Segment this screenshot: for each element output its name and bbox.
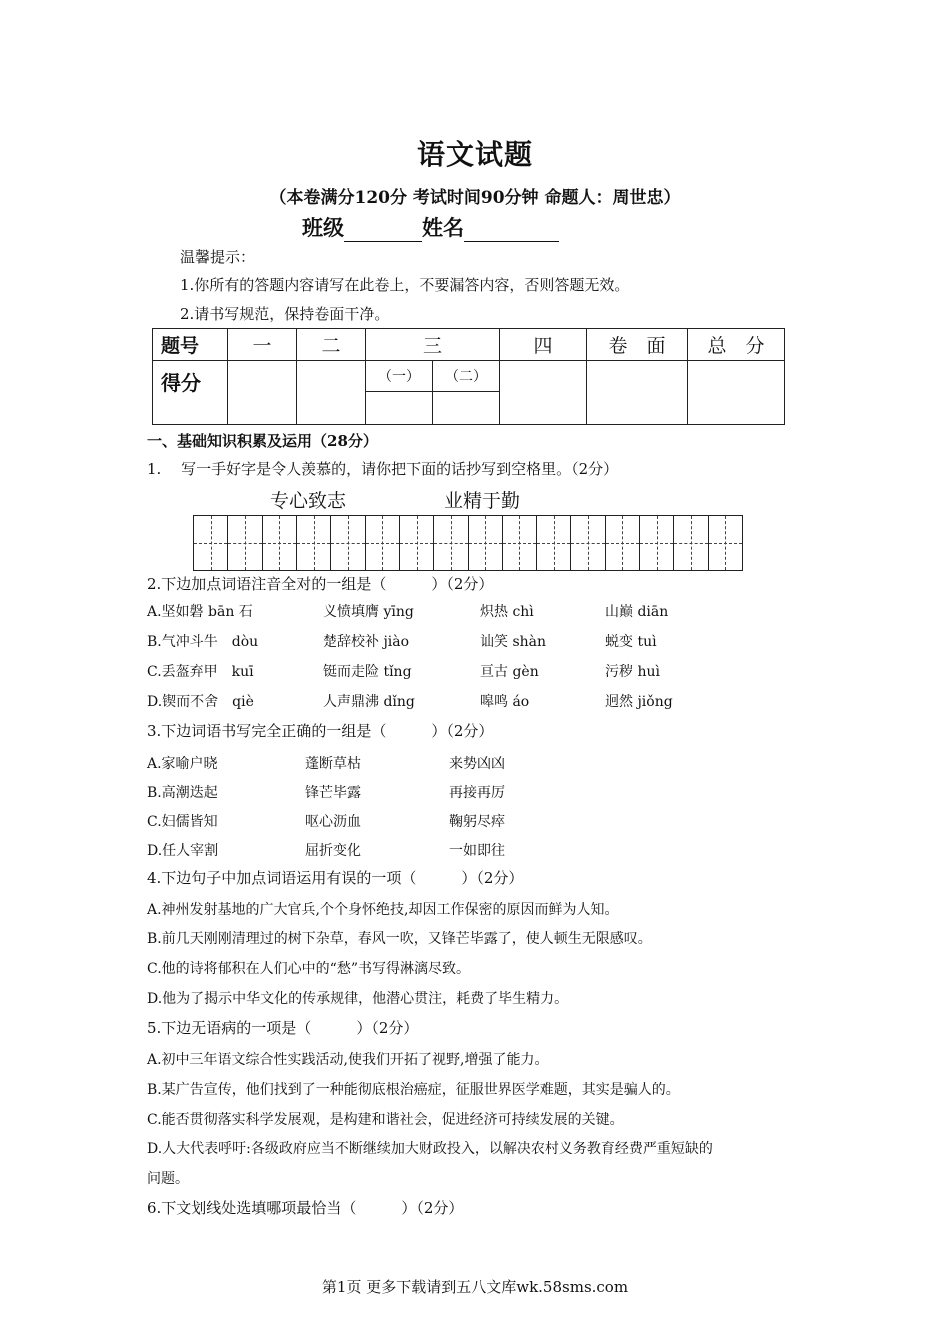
page-footer: 第1页 更多下载请到五八文库wk.58sms.com <box>321 1278 629 1296</box>
section-heading: 一、基础知识积累及运用（28分） <box>147 432 378 450</box>
option-text: 炽热 chì <box>480 604 534 620</box>
option-text: A.初中三年语文综合性实践活动,使我们开拓了视野,增强了能力。 <box>147 1052 549 1068</box>
option-text: 鞠躬尽瘁 <box>449 814 505 830</box>
score-table <box>152 328 785 425</box>
class-blank[interactable] <box>344 221 422 242</box>
grid-cell[interactable] <box>194 516 228 570</box>
class-name-line <box>302 212 559 242</box>
grid-cell[interactable] <box>228 516 262 570</box>
grid-cell[interactable] <box>366 516 400 570</box>
score-header-cell: 三 <box>366 329 500 361</box>
question-3: 3.下边词语书写完全正确的一组是（ ）（2分） <box>147 722 494 740</box>
grid-cell[interactable] <box>606 516 640 570</box>
option-text: D.任人宰割 <box>147 843 219 859</box>
exam-subtitle: （本卷满分120分 考试时间90分钟 命题人：周世忠） <box>269 188 681 208</box>
option-continuation: 问题。 <box>147 1171 189 1187</box>
score-header-cell: 卷 面 <box>587 329 688 361</box>
option-text: A.家喻户晓 <box>147 756 218 772</box>
option-text: 屈折变化 <box>305 843 361 859</box>
option-text: D.锲而不舍 qiè <box>147 694 254 710</box>
score-sub-header: （一） <box>366 361 433 392</box>
option-text: A.坚如磐 bān 石 <box>147 604 253 620</box>
grid-cell[interactable] <box>503 516 537 570</box>
name-label: 姓名 <box>422 216 464 240</box>
option-text: 人声鼎沸 dǐng <box>323 694 415 710</box>
option-text: 呕心沥血 <box>305 814 361 830</box>
page-title: 语文试题 <box>416 138 533 171</box>
grid-cell[interactable] <box>674 516 708 570</box>
tip-item: 2.请书写规范，保持卷面干净。 <box>180 305 390 323</box>
question-5: 5.下边无语病的一项是（ ）（2分） <box>147 1019 419 1037</box>
option-text: 蓬断草枯 <box>305 756 361 772</box>
score-cell[interactable] <box>228 361 297 425</box>
option-text: 楚辞校补 jiào <box>323 634 410 650</box>
grid-cell[interactable] <box>331 516 365 570</box>
option-text: 义愤填膺 yīng <box>323 604 414 620</box>
score-cell[interactable] <box>688 361 785 425</box>
question-4: 4.下边句子中加点词语运用有误的一项（ ）（2分） <box>147 869 524 887</box>
option-text: B.气冲斗牛 dòu <box>147 634 259 650</box>
option-text: 讪笑 shàn <box>480 634 547 650</box>
option-text: 迥然 jiǒng <box>605 694 673 710</box>
score-cell[interactable] <box>587 361 688 425</box>
score-header-cell: 一 <box>228 329 297 361</box>
score-sub-header: （二） <box>433 361 500 392</box>
option-text: 亘古 gèn <box>480 664 539 680</box>
option-text: 锋芒毕露 <box>305 785 361 801</box>
option-text: 再接再厉 <box>449 785 505 801</box>
tip-item: 1.你所有的答题内容请写在此卷上，不要漏答内容，否则答题无效。 <box>180 276 630 294</box>
score-cell[interactable] <box>500 361 587 425</box>
question-6: 6.下文划线处选填哪项最恰当（ ）（2分） <box>147 1199 464 1217</box>
grid-cell[interactable] <box>640 516 674 570</box>
grid-cell[interactable] <box>297 516 331 570</box>
copy-phrase: 专心致志 <box>270 490 347 512</box>
option-text: 嗥鸣 áo <box>480 694 530 710</box>
option-text: 铤而走险 tǐng <box>323 664 412 680</box>
option-text: B.前几天刚刚清理过的树下杂草，春风一吹，又锋芒毕露了，使人顿生无限感叹。 <box>147 931 652 947</box>
grid-cell[interactable] <box>469 516 503 570</box>
option-text: C.能否贯彻落实科学发展观，是构建和谐社会，促进经济可持续发展的关键。 <box>147 1112 624 1128</box>
option-text: 山巅 diān <box>605 604 669 620</box>
option-text: C.他的诗将郁积在人们心中的“愁”书写得淋漓尽致。 <box>147 961 470 977</box>
grid-cell[interactable] <box>709 516 742 570</box>
option-text: D.他为了揭示中华文化的传承规律，他潜心贯注，耗费了毕生精力。 <box>147 991 569 1007</box>
option-text: B.某广告宣传，他们找到了一种能彻底根治癌症，征服世界医学难题，其实是骗人的。 <box>147 1082 680 1098</box>
option-text: C.丢盔弃甲 kuī <box>147 664 254 680</box>
grid-cell[interactable] <box>571 516 605 570</box>
grid-cell[interactable] <box>537 516 571 570</box>
option-text: 一如即往 <box>449 843 505 859</box>
name-blank[interactable] <box>464 221 559 242</box>
option-text: B.高潮迭起 <box>147 785 218 801</box>
grid-cell[interactable] <box>434 516 468 570</box>
option-text: A.神州发射基地的广大官兵,个个身怀绝技,却因工作保密的原因而鲜为人知。 <box>147 902 619 918</box>
option-text: D.人大代表呼吁:各级政府应当不断继续加大财政投入，以解决农村义务教育经费严重短缺的 <box>147 1141 713 1157</box>
score-cell[interactable] <box>297 361 366 425</box>
option-text: 污秽 huì <box>605 664 660 680</box>
option-text: 蜕变 tuì <box>605 634 657 650</box>
class-label: 班级 <box>302 216 344 240</box>
question-1: 1. 写一手好字是令人羡慕的，请你把下面的话抄写到空格里。（2分） <box>147 460 619 478</box>
score-cell[interactable] <box>433 392 500 425</box>
grid-cell[interactable] <box>263 516 297 570</box>
score-header-cell: 四 <box>500 329 587 361</box>
score-cell[interactable] <box>366 392 433 425</box>
copy-phrase: 业精于勤 <box>444 490 521 512</box>
score-header-cell: 总 分 <box>688 329 785 361</box>
tips-heading: 温馨提示： <box>180 248 256 266</box>
score-header-cell: 二 <box>297 329 366 361</box>
option-text: C.妇儒皆知 <box>147 814 218 830</box>
option-text: 来势凶凶 <box>449 756 505 772</box>
question-2: 2.下边加点词语注音全对的一组是（ ）（2分） <box>147 575 494 593</box>
grid-cell[interactable] <box>400 516 434 570</box>
score-header-cell: 题号 <box>153 329 228 361</box>
score-row-label: 得分 <box>153 361 228 425</box>
writing-grid[interactable] <box>193 515 743 571</box>
